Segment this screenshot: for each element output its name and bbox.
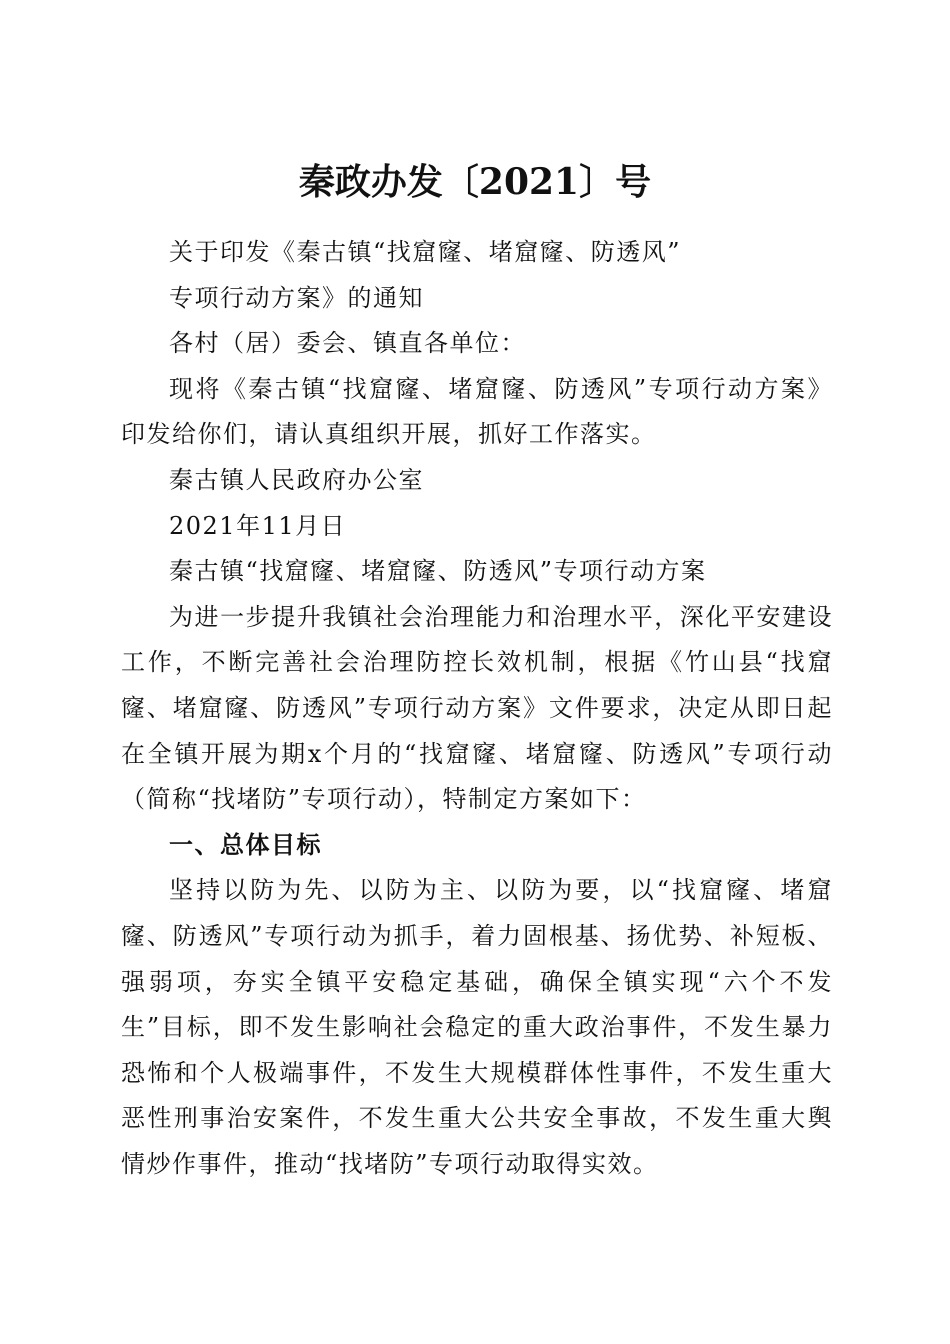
document-body (121, 230, 833, 1187)
section-heading-overall-goal: 一、总体目标 (169, 830, 322, 859)
recipients-line: 各村（居）委会、镇直各单位： (169, 329, 526, 358)
overall-goal-paragraph: 坚持以防为先、以防为主、以防为要，以“找窟窿、堵窟窿、防透风”专项行动为抓手，着力固根基、扬优势、补短板、强弱项，夯实全镇平安稳定基础，确保全镇实现“六个不发生”目标，即不发生影响社会稳定的重大政治事件，不发生暴力恐怖和个人极端事件，不发生大规模群体性事件，不发生重大恶性刑事治安案件，不发生重大公共安全事故，不发生重大舆情炒作事件，推动“找堵防”专项行动取得实效。 (121, 876, 833, 1178)
notice-title-line-2: 专项行动方案》的通知 (169, 283, 424, 312)
plan-title: 秦古镇“找窟窿、堵窟窿、防透风”专项行动方案 (169, 557, 707, 586)
issuer-name: 秦古镇人民政府办公室 (169, 465, 424, 494)
intro-paragraph: 为进一步提升我镇社会治理能力和治理水平，深化平安建设工作，不断完善社会治理防控长效机制，根据《竹山县“找窟窿、堵窟窿、防透风”专项行动方案》文件要求，决定从即日起在全镇开展为期x个月的“找窟窿、堵窟窿、防透风”专项行动（简称“找堵防”专项行动），特制定方案如下： (121, 602, 833, 814)
issue-date: 2021年11月日 (169, 511, 347, 540)
document-number-title: 秦政办发〔2021〕号 (298, 161, 652, 204)
notice-body-paragraph: 现将《秦古镇“找窟窿、堵窟窿、防透风”专项行动方案》印发给你们，请认真组织开展，抓好工作落实。 (121, 374, 833, 449)
notice-title-line-1: 关于印发《秦古镇“找窟窿、堵窟窿、防透风” (169, 238, 682, 266)
